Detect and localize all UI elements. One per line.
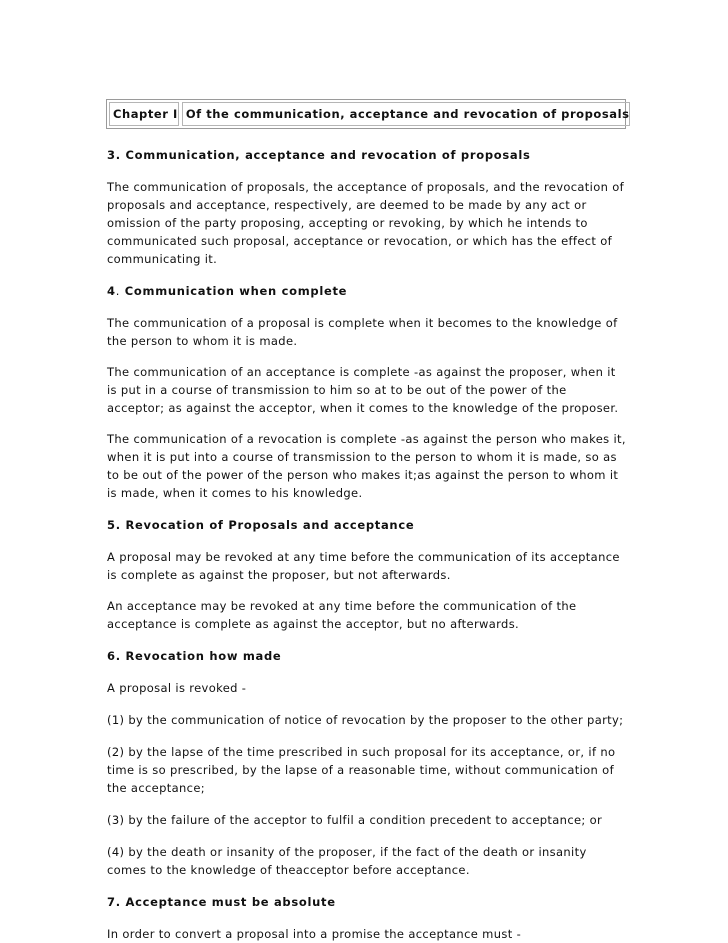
section-4-heading — [107, 282, 627, 300]
section-3-heading: 3. Communication, acceptance and revocation of proposals — [107, 148, 531, 162]
chapter-header-table — [106, 99, 630, 129]
section-6-paragraph: A proposal is revoked - — [107, 681, 247, 695]
section-5-heading: 5. Revocation of Proposals and acceptance — [107, 518, 415, 532]
chapter-title: Of the communication, acceptance and revocation of proposals — [182, 102, 631, 126]
section-7-paragraph: In order to convert a proposal into a promise the acceptance must - — [107, 927, 522, 941]
section-6-heading: 6. Revocation how made — [107, 649, 282, 663]
section-6-paragraph: (3) by the failure of the acceptor to fulfil a condition precedent to acceptance; or — [107, 813, 603, 827]
chapter-number: Chapter I — [109, 102, 179, 126]
document-page — [106, 99, 630, 943]
section-7-heading: 7. Acceptance must be absolute — [107, 895, 336, 909]
section-6-paragraph: (2) by the lapse of the time prescribed in such proposal for its acceptance, or, if no time is so prescribed, by the lapse of a reasonable time, without communication of the acceptance; — [107, 745, 616, 795]
section-4-paragraph: The communication of a revocation is complete -as against the person who makes it, when it is put into a course of transmission to the person to whom it is made, so as to be out of the power of the person who makes it;as against the person to whom it is made, when it comes to his knowledge. — [107, 432, 626, 500]
section-4-paragraph: The communication of an acceptance is complete -as against the proposer, when it is put in a course of transmission to him so at to be out of the power of the acceptor; as against the acceptor, when it comes to the knowledge of the proposer. — [107, 365, 619, 415]
section-4-number: 4 — [107, 284, 116, 298]
section-4-dot: . — [115, 284, 121, 298]
section-3-paragraph: The communication of proposals, the acceptance of proposals, and the revocation of proposals and acceptance, respectively, are deemed to be made by any act or omission of the party proposing, accepting or revoking, by which he intends to communicated such proposal, acceptance or revocation, or which has the effect of communicating it. — [107, 180, 625, 266]
section-4-paragraph: The communication of a proposal is complete when it becomes to the knowledge of the person to whom it is made. — [107, 316, 618, 348]
section-6-paragraph: (4) by the death or insanity of the proposer, if the fact of the death or insanity comes to the knowledge of theacceptor before acceptance. — [107, 845, 587, 877]
section-5-paragraph: An acceptance may be revoked at any time before the communication of the acceptance is complete as against the acceptor, but no afterwards. — [107, 599, 577, 631]
section-6-paragraph: (1) by the communication of notice of revocation by the proposer to the other party; — [107, 713, 624, 727]
section-4-title: Communication when complete — [120, 284, 348, 298]
section-5-paragraph: A proposal may be revoked at any time before the communication of its acceptance is complete as against the proposer, but not afterwards. — [107, 550, 620, 582]
document-content — [107, 146, 627, 943]
